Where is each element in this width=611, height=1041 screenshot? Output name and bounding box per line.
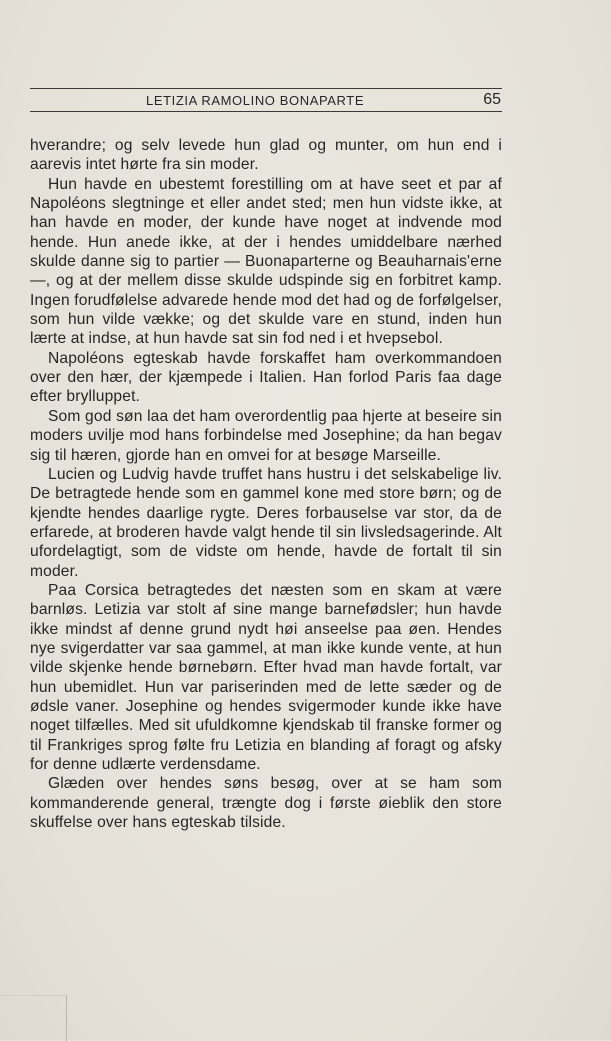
paragraph: Hun havde en ubestemt forestilling om at have seet et par af Napoléons slegtninge et eller andet sted; men hun vidste ikke, at han havde en moder, der kunde have noget at indvende mod hende. Hun anede ikke, at der i hendes umiddelbare nærhed skulde danne sig to partier — Buonaparterne og Beauharnais'erne —, og at der mellem disse skulde udspinde sig en forbitret kamp. Ingen forudfølelse advarede hende mod det had og de forfølgelser, som hun vilde vække; og det skulde vare en stund, inden hun lærte at indse, at hun havde sat sin fod ned i et hvepsebol.	[30, 175, 502, 348]
scan-edge-mark	[0, 995, 67, 1041]
running-title: LETIZIA RAMOLINO BONAPARTE	[146, 93, 365, 108]
page-number: 65	[483, 91, 501, 108]
paragraph: Paa Corsica betragtedes det næsten som en skam at være barnløs. Letizia var stolt af sine mange barnefødsler; hun havde ikke mindst af denne grund nydt høi anseelse paa øen. Hendes nye svigerdatter var saa gammel, at man ikke kunde vente, at hun vilde skjenke hende børnebørn. Efter hvad man havde fortalt, var hun ubemidlet. Hun var pariserinden med de lette sæder og de ødsle vaner. Josephine og hendes svigermoder kunde ikke have noget tilfælles. Med sit ufuldkomne kjendskab til franske former og til Frankriges sprog følte fru Letizia en blanding af foragt og afsky for denne udlærte verdensdame.	[30, 581, 502, 773]
paragraph: Lucien og Ludvig havde truffet hans hustru i det selskabelige liv. De betragtede hende som en gammel kone med store børn; og de kjendte hendes daarlige rygte. Deres forbauselse var stor, da de erfarede, at broderen havde valgt hende til sin livsledsagerinde. Alt ufordelagtigt, som de vidste om hende, havde de fortalt til sin moder.	[30, 465, 502, 580]
paragraph: Som god søn laa det ham overordentlig paa hjerte at beseire sin moders uvilje mod hans forbindelse med Josephine; da han begav sig til hæren, gjorde han en omvei for at besøge Marseille.	[30, 407, 502, 464]
paragraph-continued: hverandre; og selv levede hun glad og munter, om hun end i aarevis intet hørte fra sin moder.	[30, 137, 502, 174]
header-rule-top	[30, 88, 502, 89]
body-text	[30, 136, 502, 832]
header-rule-bottom	[30, 111, 502, 112]
paragraph: Glæden over hendes søns besøg, over at se ham som kommanderende general, trængte dog i første øieblik den store skuffelse over hans egteskab tilside.	[30, 775, 502, 832]
paragraph: Napoléons egteskab havde forskaffet ham overkommandoen over den hær, der kjæmpede i Italien. Han forlod Paris faa dage efter brylluppet.	[30, 349, 502, 406]
